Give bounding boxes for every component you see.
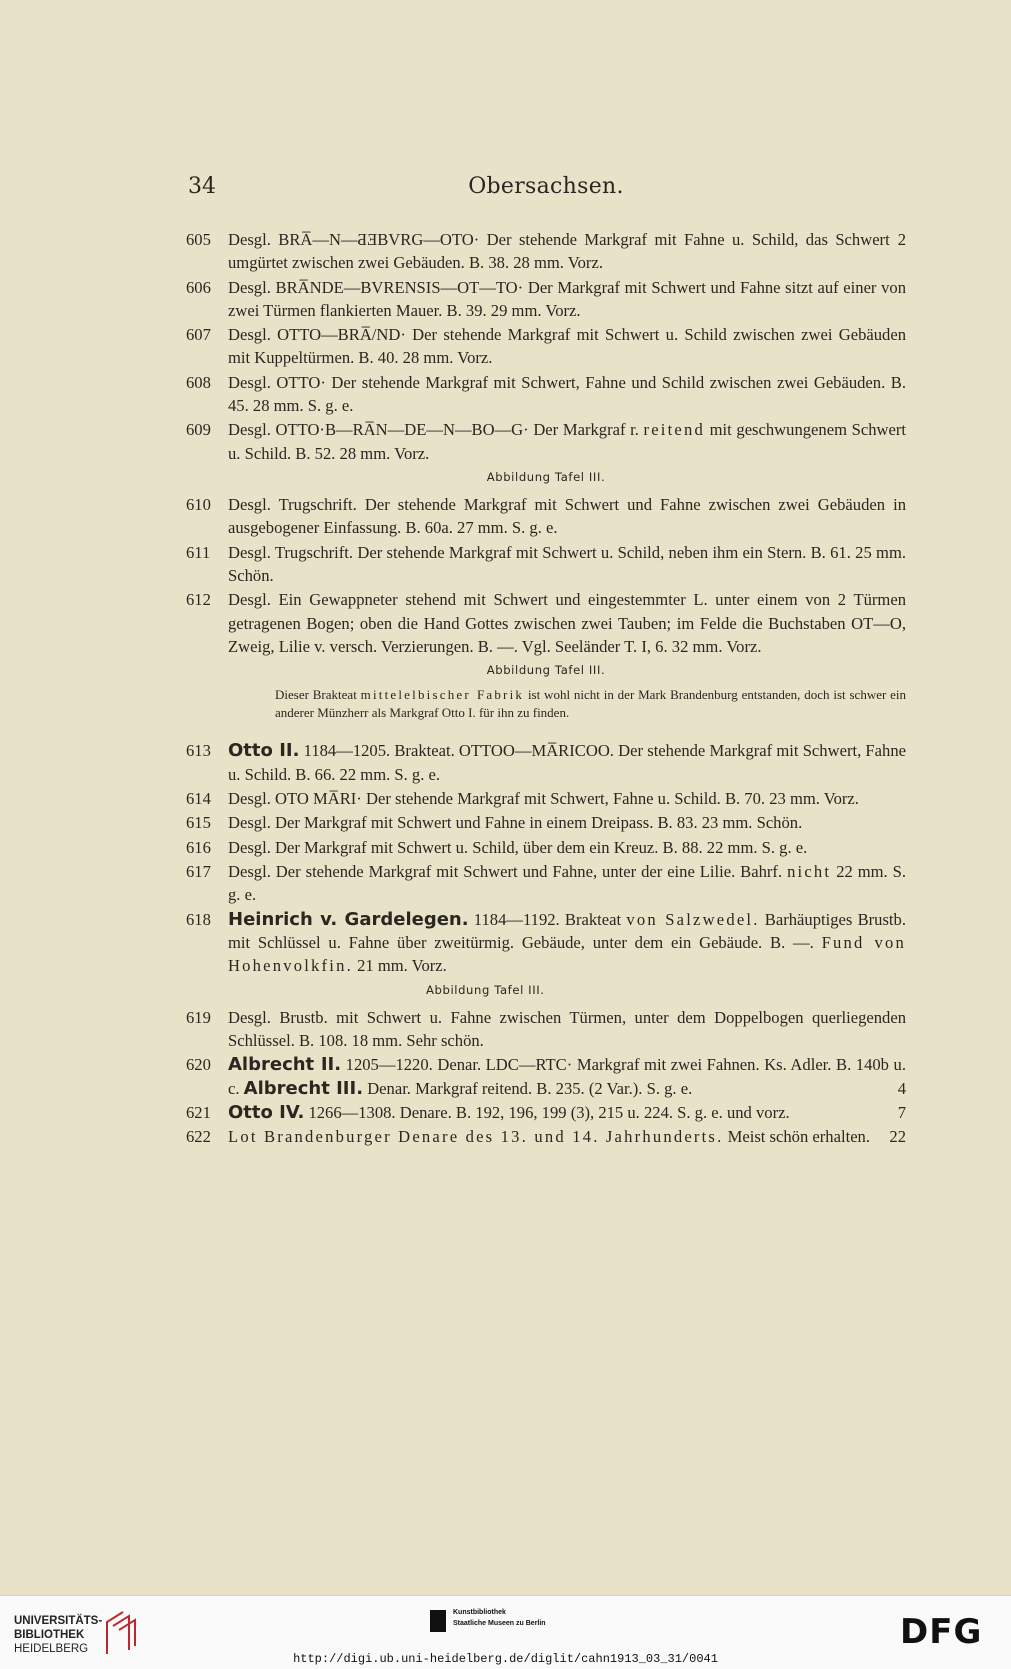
figure-reference: Abbildung Tafel III.: [486, 469, 606, 484]
entry-number: 614: [186, 788, 211, 808]
entry-number: 618: [186, 909, 211, 929]
ruler-name: Albrecht II.: [228, 1054, 342, 1076]
entry-text: Desgl. Ein Gewappneter stehend mit Schwert und eingestemmter L. unter einem von 2 Türmen getragenen Bogen; oben die Hand Gottes zwischen zwei Tauben; im Felde die Buchstaben OT—O, Zweig, Lilie v. versch. Verzierungen. B. —. Vgl. Seeländer T. I, 6. 32 mm. Vorz.: [228, 590, 906, 656]
entry-text: Desgl. Der Markgraf mit Schwert u. Schild, über dem ein Kreuz. B. 88. 22 mm. S. g. e.: [228, 837, 808, 857]
kunstbibliothek-logo[interactable]: [453, 1607, 546, 1629]
entry-605: [186, 228, 906, 274]
entry-610: [186, 493, 906, 539]
entry-613: [186, 739, 906, 785]
entry-616: [186, 836, 906, 859]
dfg-logo[interactable]: DFG: [900, 1612, 983, 1652]
logo-line: Kunstbibliothek: [453, 1609, 506, 1616]
entry-620: [186, 1053, 906, 1099]
entry-text: Desgl. BRA̅NDE—BVRENSIS—OT—TO· Der Markgraf mit Schwert und Fahne sitzt auf einer von zwei Türmen flankierten Mauer. B. 39. 29 mm. Vorz.: [228, 277, 906, 320]
entry-spaced-text: nicht: [787, 862, 832, 882]
logo-line: Staatliche Museen zu Berlin: [453, 1620, 546, 1627]
entry-text: Desgl. BRA̅—N—ƋƎBVRG—OTO· Der stehende Markgraf mit Fahne u. Schild, das Schwert umgürtet zwischen zwei Gebäuden. B. 38. 28 mm. Vorz.: [228, 230, 890, 273]
entry-count: 22: [889, 1127, 906, 1147]
entry-text: Desgl. OTTO·B—RA̅N—DE—N—BO—G· Der Markgraf r.: [228, 420, 639, 440]
entry-number: 615: [186, 813, 211, 833]
entry-number: 609: [186, 420, 211, 440]
entry-607: [186, 323, 906, 369]
remark-text: Dieser Brakteat: [275, 687, 357, 703]
entry-number: 621: [186, 1102, 211, 1122]
entry-number: 619: [186, 1007, 211, 1027]
entry-618: [186, 908, 906, 978]
entry-text: 1184—1192. Brakteat: [473, 909, 622, 929]
ruler-name: Otto IV.: [228, 1101, 305, 1123]
university-library-logo[interactable]: [14, 1614, 102, 1656]
kunstbibliothek-logo-icon: [430, 1610, 446, 1632]
university-crest-icon: [101, 1610, 139, 1656]
catalog-entries: [186, 228, 906, 1150]
entry-number: 606: [186, 277, 211, 297]
entry-number: 622: [186, 1127, 211, 1147]
entry-number: 607: [186, 325, 211, 345]
entry-text: 22 mm. S. g. e.: [228, 862, 906, 905]
entry-text: Desgl. OTO MA̅RI· Der stehende Markgraf mit Schwert, Fahne u. Schild. B. 70. 23 mm. Vorz.: [228, 788, 859, 808]
entry-text: Barhäuptiges Brustb. mit Schlüssel u. Fahne über zweitürmig. Gebäude, unter dem ein Gebäude. B. —.: [228, 909, 906, 952]
entry-612: [186, 588, 906, 658]
entry-615: [186, 811, 906, 834]
entry-text: 1184—1205. Brakteat. OTTOO—MA̅RICOO. Der stehende Markgraf mit Schwert, Fahne u. Schild. B. 66. 22 mm. S. g. e.: [228, 741, 906, 784]
figure-reference: Abbildung Tafel III.: [426, 982, 545, 997]
logo-line: HEIDELBERG: [14, 1643, 89, 1655]
entry-text: Desgl. Der Markgraf mit Schwert und Fahne in einem Dreipass. B. 83. 23 mm. Schön.: [228, 813, 803, 833]
entry-text: 21 mm. Vorz.: [357, 956, 447, 976]
entry-611: [186, 541, 906, 587]
entry-count: 2: [897, 230, 906, 249]
entry-count: 4: [897, 1078, 906, 1098]
page-number: 34: [188, 174, 216, 199]
entry-text: 1205—1220. Denar. LDC—RTC· Markgraf mit zwei Fahnen. Ks. Adler. B. 140b u. c.: [228, 1055, 906, 1098]
entry-spaced-text: Fund von Hohenvolkfin.: [228, 932, 906, 976]
entry-spaced-text: Lot Brandenburger Denare des 13. und 14. Jahrhunderts.: [228, 1127, 724, 1147]
entry-number: 620: [186, 1055, 211, 1075]
entry-608: [186, 371, 906, 417]
entry-count: 7: [897, 1102, 906, 1122]
logo-line: BIBLIOTHEK: [14, 1629, 85, 1641]
permalink-url[interactable]: http://digi.ub.uni-heidelberg.de/diglit/cahn1913_03_31/0041: [293, 1652, 718, 1666]
entry-spaced-text: reitend: [643, 420, 705, 440]
entry-number: 613: [186, 741, 211, 761]
entry-621: [186, 1101, 906, 1124]
entry-text: mit geschwungenem Schwert u. Schild. B. 52. 28 mm. Vorz.: [228, 420, 906, 463]
entry-spaced-text: von Salzwedel.: [626, 909, 760, 929]
entry-text: Desgl. Trugschrift. Der stehende Markgraf mit Schwert und Fahne zwischen zwei Gebäuden in ausgebogener Einfassung. B. 60a. 27 mm. S. g. e.: [228, 495, 906, 538]
entry-number: 611: [186, 542, 211, 562]
entry-614: [186, 787, 906, 810]
ruler-name: Heinrich v. Gardelegen.: [228, 908, 469, 930]
remark-text: ist wohl nicht in der Mark Brandenburg entstanden, doch ist schwer ein anderer Münzherr als Markgraf Otto I. für ihn zu finden.: [275, 687, 907, 720]
entry-text: Desgl. OTTO· Der stehende Markgraf mit Schwert, Fahne und Schild zwischen zwei Gebäuden. B. 45. 28 mm. S. g. e.: [228, 372, 906, 415]
figure-reference: Abbildung Tafel III.: [486, 663, 606, 678]
entry-text: Desgl. Trugschrift. Der stehende Markgraf mit Schwert u. Schild, neben ihm ein Stern. B. 61. 25 mm. Schön.: [228, 542, 906, 585]
entry-text: Desgl. Der stehende Markgraf mit Schwert und Fahne, unter der eine Lilie. Bahrf.: [228, 862, 783, 882]
entry-text: 1266—1308. Denare. B. 192, 196, 199 (3), 215 u. 224. S. g. e. und vorz.: [308, 1102, 790, 1122]
entry-617: [186, 860, 906, 906]
entry-622: [186, 1125, 906, 1148]
logo-line: UNIVERSITÄTS-: [14, 1615, 103, 1627]
entry-text: Denar. Markgraf reitend. B. 235. (2 Var.). S. g. e.: [367, 1078, 693, 1098]
entry-number: 617: [186, 862, 211, 882]
entry-text: Desgl. Brustb. mit Schwert u. Fahne zwischen Türmen, unter dem Doppelbogen querliegenden Schlüssel. B. 108. 18 mm. Sehr schön.: [228, 1007, 906, 1050]
entry-number: 610: [186, 495, 211, 515]
viewer-footer: [0, 1595, 1011, 1669]
ruler-name: Otto II.: [228, 740, 300, 762]
entry-number: 605: [186, 230, 211, 249]
running-title: Obersachsen.: [468, 174, 624, 199]
page-header: [188, 174, 904, 204]
entry-text: Meist schön erhalten.: [727, 1127, 871, 1147]
entry-number: 616: [186, 837, 211, 857]
entry-number: 608: [186, 372, 211, 392]
entry-text: Desgl. OTTO—BRA̅/ND· Der stehende Markgraf mit Schwert u. Schild zwischen zwei Gebäuden mit Kuppeltürmen. B. 40. 28 mm. Vorz.: [228, 325, 906, 368]
entry-609: [186, 418, 906, 464]
entry-606: [186, 276, 906, 322]
entry-number: 612: [186, 590, 211, 610]
remark-spaced-text: mittelelbischer Fabrik: [360, 687, 525, 703]
ruler-name: Albrecht III.: [243, 1077, 364, 1099]
entry-remark: [186, 686, 906, 721]
entry-619: [186, 1006, 906, 1052]
